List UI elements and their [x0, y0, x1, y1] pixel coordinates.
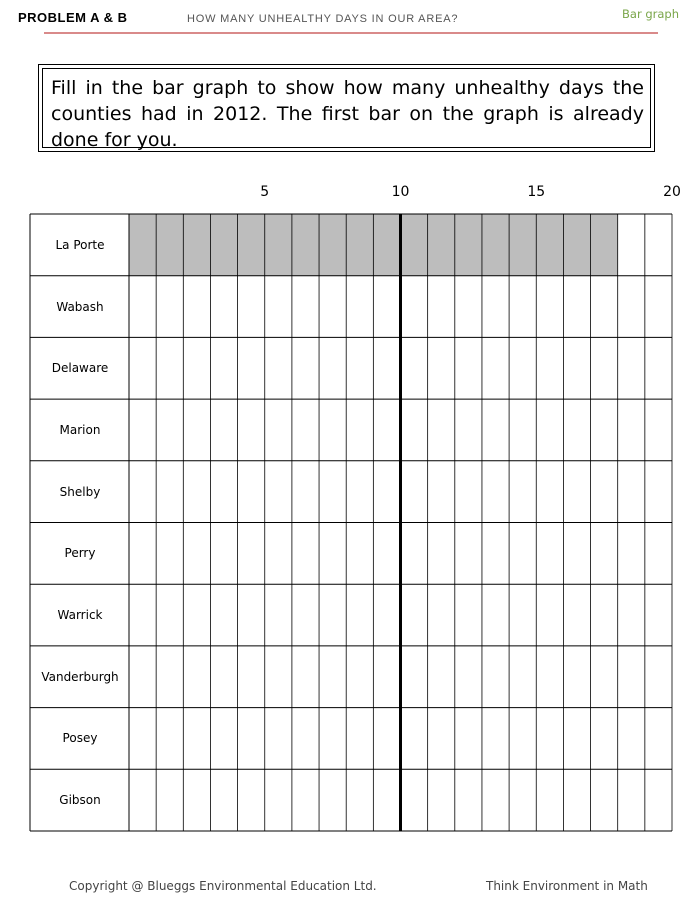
county-label: Wabash — [56, 299, 104, 314]
problem-label: PROBLEM A & B — [18, 10, 128, 25]
county-label: Shelby — [59, 484, 101, 499]
county-label: Delaware — [51, 361, 109, 376]
county-label: Marion — [59, 422, 101, 437]
x-tick-label: 15 — [527, 184, 546, 200]
county-label: La Porte — [55, 237, 105, 252]
x-tick-label: 10 — [391, 184, 410, 200]
x-tick-label: 5 — [260, 184, 270, 200]
footer-tagline: Think Environment in Math — [486, 879, 648, 893]
instructions-text: Fill in the bar graph to show how many unhealthy days the counties had in 2012. The first bar on the graph is already done for you. — [42, 68, 651, 148]
worksheet-title: HOW MANY UNHEALTHY DAYS IN OUR AREA? — [187, 13, 459, 25]
county-label: Vanderburgh — [41, 669, 119, 684]
topic-label: Bar graph — [622, 7, 679, 21]
county-label: Perry — [64, 546, 96, 561]
x-tick-label: 20 — [663, 184, 681, 200]
county-label: Warrick — [57, 608, 103, 623]
county-label: Posey — [62, 731, 98, 746]
county-label: Gibson — [59, 793, 101, 808]
copyright-text: Copyright @ Blueggs Environmental Education Ltd. — [69, 879, 377, 893]
